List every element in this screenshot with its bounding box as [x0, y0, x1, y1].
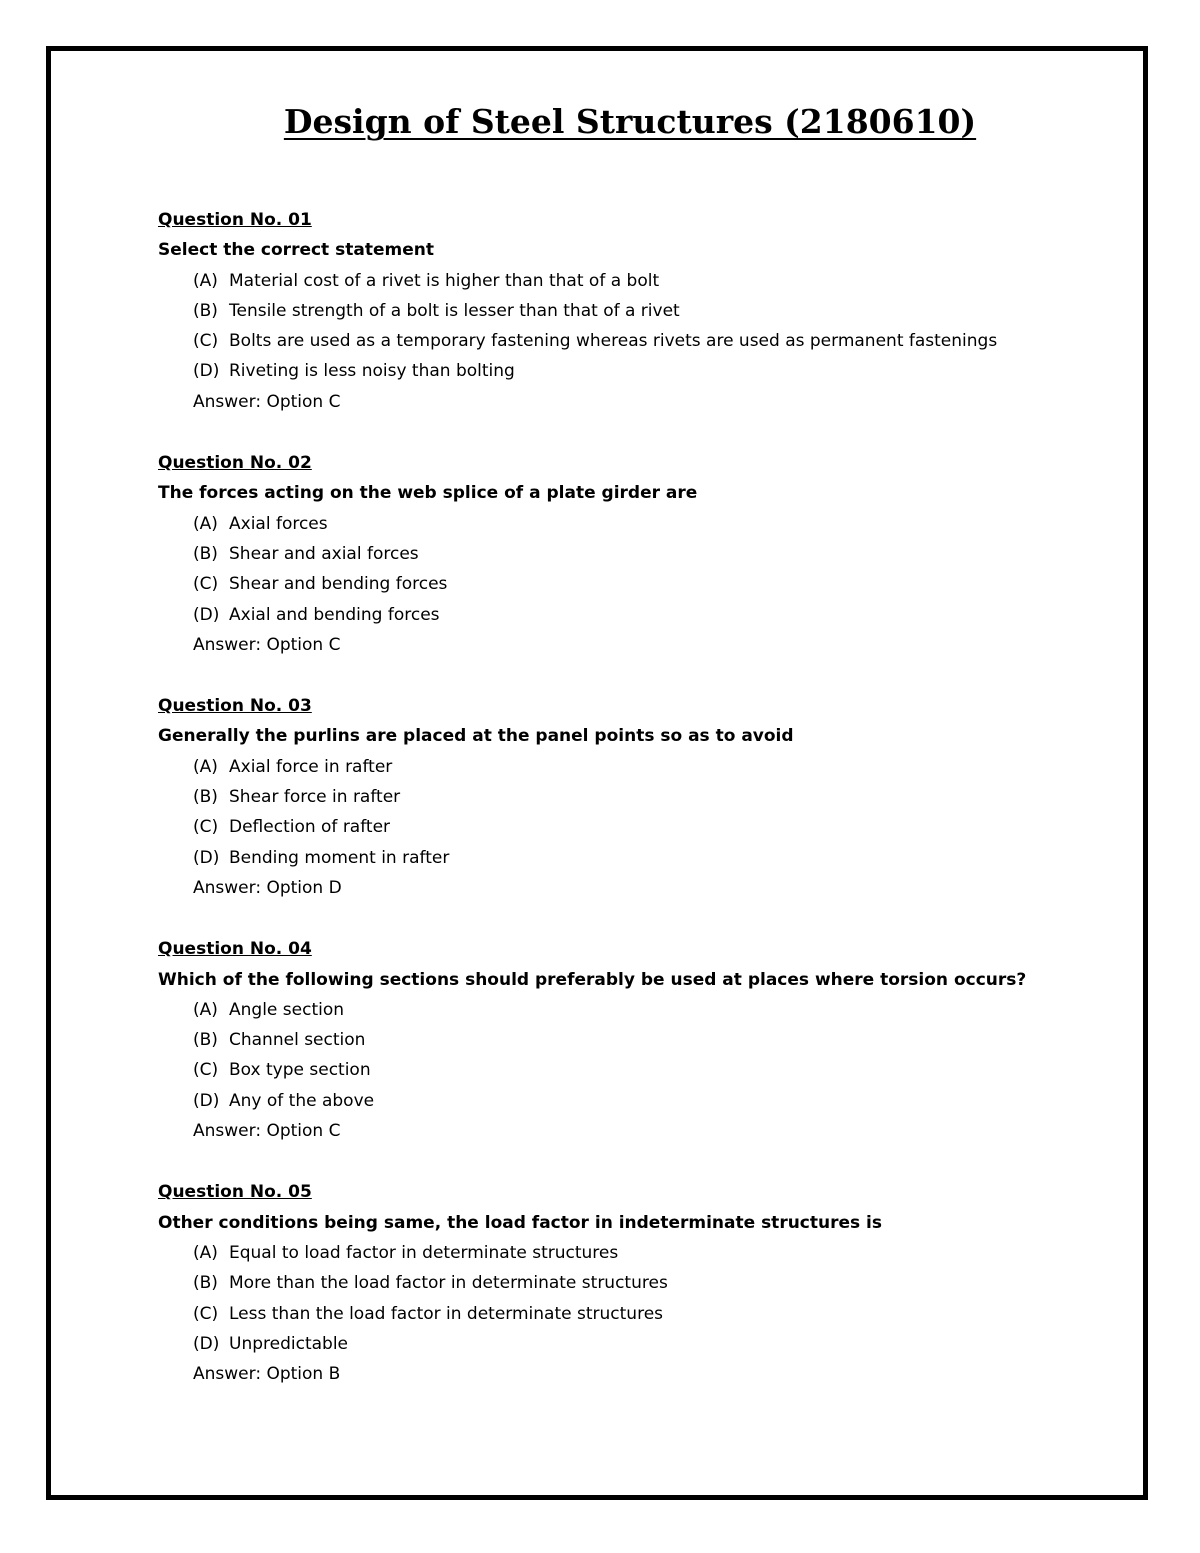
answer-option	[158, 1329, 1118, 1359]
option-letter: (C)	[193, 574, 219, 595]
answer-option	[158, 569, 1118, 599]
option-letter: (B)	[193, 1030, 218, 1051]
answer-option	[158, 843, 1118, 873]
option-letter: (C)	[193, 331, 219, 352]
option-text: Bolts are used as a temporary fastening whereas rivets are used as permanent fastenings	[229, 331, 998, 352]
question-heading: Question No. 01	[158, 210, 312, 230]
option-text: Axial forces	[229, 513, 328, 534]
option-text: Material cost of a rivet is higher than that of a bolt	[229, 270, 660, 291]
option-letter: (D)	[193, 361, 220, 382]
option-letter: (D)	[193, 604, 220, 625]
option-text: Shear and bending forces	[229, 574, 448, 595]
option-text: Axial force in rafter	[229, 756, 393, 777]
question-heading: Question No. 02	[158, 453, 312, 474]
answer-option	[158, 1238, 1118, 1268]
option-text: Axial and bending forces	[229, 604, 440, 625]
option-letter: (D)	[193, 1090, 220, 1111]
option-letter: (A)	[193, 513, 218, 534]
answer-option	[158, 356, 1118, 386]
question-text: The forces acting on the web splice of a plate girder are	[158, 483, 698, 504]
question-text: Generally the purlins are placed at the panel points so as to avoid	[158, 726, 794, 747]
question-heading: Question No. 03	[158, 696, 312, 717]
option-letter: (D)	[193, 1333, 220, 1354]
option-text: Riveting is less noisy than bolting	[229, 361, 515, 382]
correct-answer: Answer: Option C	[193, 391, 341, 412]
option-letter: (D)	[193, 847, 220, 868]
question-text: Select the correct statement	[158, 240, 434, 261]
answer-option	[158, 995, 1118, 1025]
option-text: Box type section	[229, 1060, 371, 1081]
answer-option	[158, 600, 1118, 630]
option-text: Channel section	[229, 1030, 366, 1051]
option-letter: (B)	[193, 543, 218, 564]
option-text: Equal to load factor in determinate structures	[229, 1242, 619, 1263]
question-heading: Question No. 05	[158, 1182, 312, 1203]
option-letter: (C)	[193, 1303, 219, 1324]
answer-option	[158, 752, 1118, 782]
option-letter: (B)	[193, 300, 218, 321]
answer-option	[158, 539, 1118, 569]
option-text: Shear force in rafter	[229, 787, 401, 808]
answer-option	[158, 1025, 1118, 1055]
correct-answer: Answer: Option C	[193, 634, 341, 655]
question-block	[158, 691, 1118, 903]
question-block	[158, 448, 1118, 660]
option-letter: (C)	[193, 1060, 219, 1081]
correct-answer: Answer: Option B	[193, 1364, 341, 1385]
correct-answer: Answer: Option D	[193, 877, 342, 898]
answer-option	[158, 812, 1118, 842]
correct-answer: Answer: Option C	[193, 1121, 341, 1142]
question-block	[158, 205, 1118, 417]
answer-option	[158, 1268, 1118, 1298]
answer-option	[158, 1086, 1118, 1116]
option-text: Bending moment in rafter	[229, 847, 450, 868]
option-letter: (A)	[193, 756, 218, 777]
answer-option	[158, 1055, 1118, 1085]
question-heading: Question No. 04	[158, 939, 312, 960]
answer-option	[158, 266, 1118, 296]
option-letter: (B)	[193, 1273, 218, 1294]
question-block	[158, 1177, 1118, 1389]
question-text: Which of the following sections should preferably be used at places where torsion occurs?	[158, 969, 1027, 990]
answer-option	[158, 1299, 1118, 1329]
answer-option	[158, 782, 1118, 812]
option-letter: (A)	[193, 270, 218, 291]
question-list	[158, 205, 1118, 1420]
answer-option	[158, 326, 1118, 356]
option-text: Unpredictable	[229, 1333, 348, 1354]
option-letter: (A)	[193, 999, 218, 1020]
answer-option	[158, 296, 1118, 326]
option-text: Any of the above	[229, 1090, 375, 1111]
document-title: Design of Steel Structures (2180610)	[283, 102, 977, 141]
question-text: Other conditions being same, the load factor in indeterminate structures is	[158, 1212, 883, 1233]
option-letter: (C)	[193, 817, 219, 838]
option-text: Less than the load factor in determinate structures	[229, 1303, 664, 1324]
option-text: Angle section	[229, 999, 345, 1020]
option-text: Tensile strength of a bolt is lesser than that of a rivet	[229, 300, 680, 321]
answer-option	[158, 509, 1118, 539]
option-letter: (B)	[193, 787, 218, 808]
question-block	[158, 934, 1118, 1146]
option-text: Deflection of rafter	[229, 817, 391, 838]
option-text: More than the load factor in determinate structures	[229, 1273, 668, 1294]
option-text: Shear and axial forces	[229, 543, 419, 564]
option-letter: (A)	[193, 1242, 218, 1263]
